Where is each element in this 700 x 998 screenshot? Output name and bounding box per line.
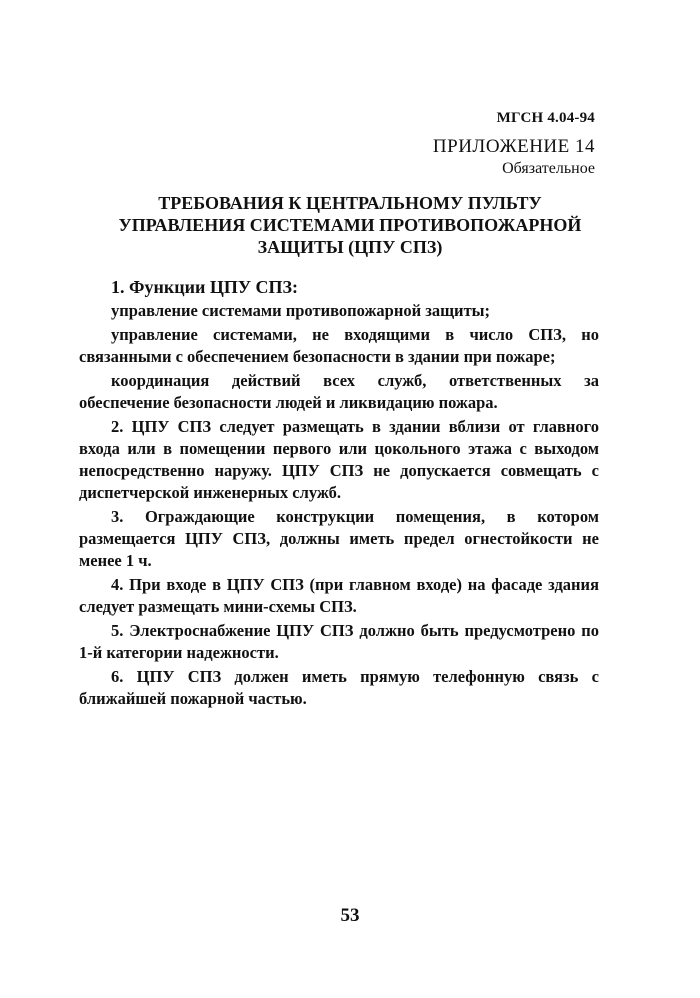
item-1-line: управление системами, не входящими в число СПЗ, но связанными с обеспечением безопасности в здании при пожаре;	[79, 325, 599, 366]
document-title	[90, 192, 610, 258]
appendix-title: ПРИЛОЖЕНИЕ 14	[432, 136, 595, 157]
item-5-paragraph: 5. Электроснабжение ЦПУ СПЗ должно быть предусмотрено по 1-й категории надежности.	[79, 621, 599, 662]
item-1-heading: 1. Функции ЦПУ СПЗ:	[111, 277, 299, 297]
appendix-status: Обязательное	[502, 160, 595, 177]
title-line: ТРЕБОВАНИЯ К ЦЕНТРАЛЬНОМУ ПУЛЬТУ	[158, 193, 542, 213]
item-2-paragraph: 2. ЦПУ СПЗ следует размещать в здании вблизи от главного входа или в помещении первого или цокольного этажа с выходом непосредственно наружу. ЦПУ СПЗ не допускается совмещать с диспетчерской инженерных служб.	[79, 417, 599, 502]
item-6-paragraph: 6. ЦПУ СПЗ должен иметь прямую телефонную связь с ближайшей пожарной частью.	[79, 667, 599, 708]
document-code: МГСН 4.04-94	[496, 110, 595, 126]
item-4-paragraph: 4. При входе в ЦПУ СПЗ (при главном входе) на фасаде здания следует размещать мини-схемы СПЗ.	[79, 575, 599, 616]
item-1-line: координация действий всех служб, ответственных за обеспечение безопасности людей и ликвидацию пожара.	[79, 371, 599, 412]
title-line: УПРАВЛЕНИЯ СИСТЕМАМИ ПРОТИВОПОЖАРНОЙ	[118, 215, 582, 235]
title-line: ЗАЩИТЫ (ЦПУ СПЗ)	[257, 237, 443, 257]
document-body	[79, 276, 599, 712]
item-1-line: управление системами противопожарной защиты;	[111, 301, 491, 320]
item-3-paragraph: 3. Ограждающие конструкции помещения, в котором размещается ЦПУ СПЗ, должны иметь предел огнестойкости не менее 1 ч.	[79, 507, 599, 570]
page-number: 53	[340, 905, 360, 926]
